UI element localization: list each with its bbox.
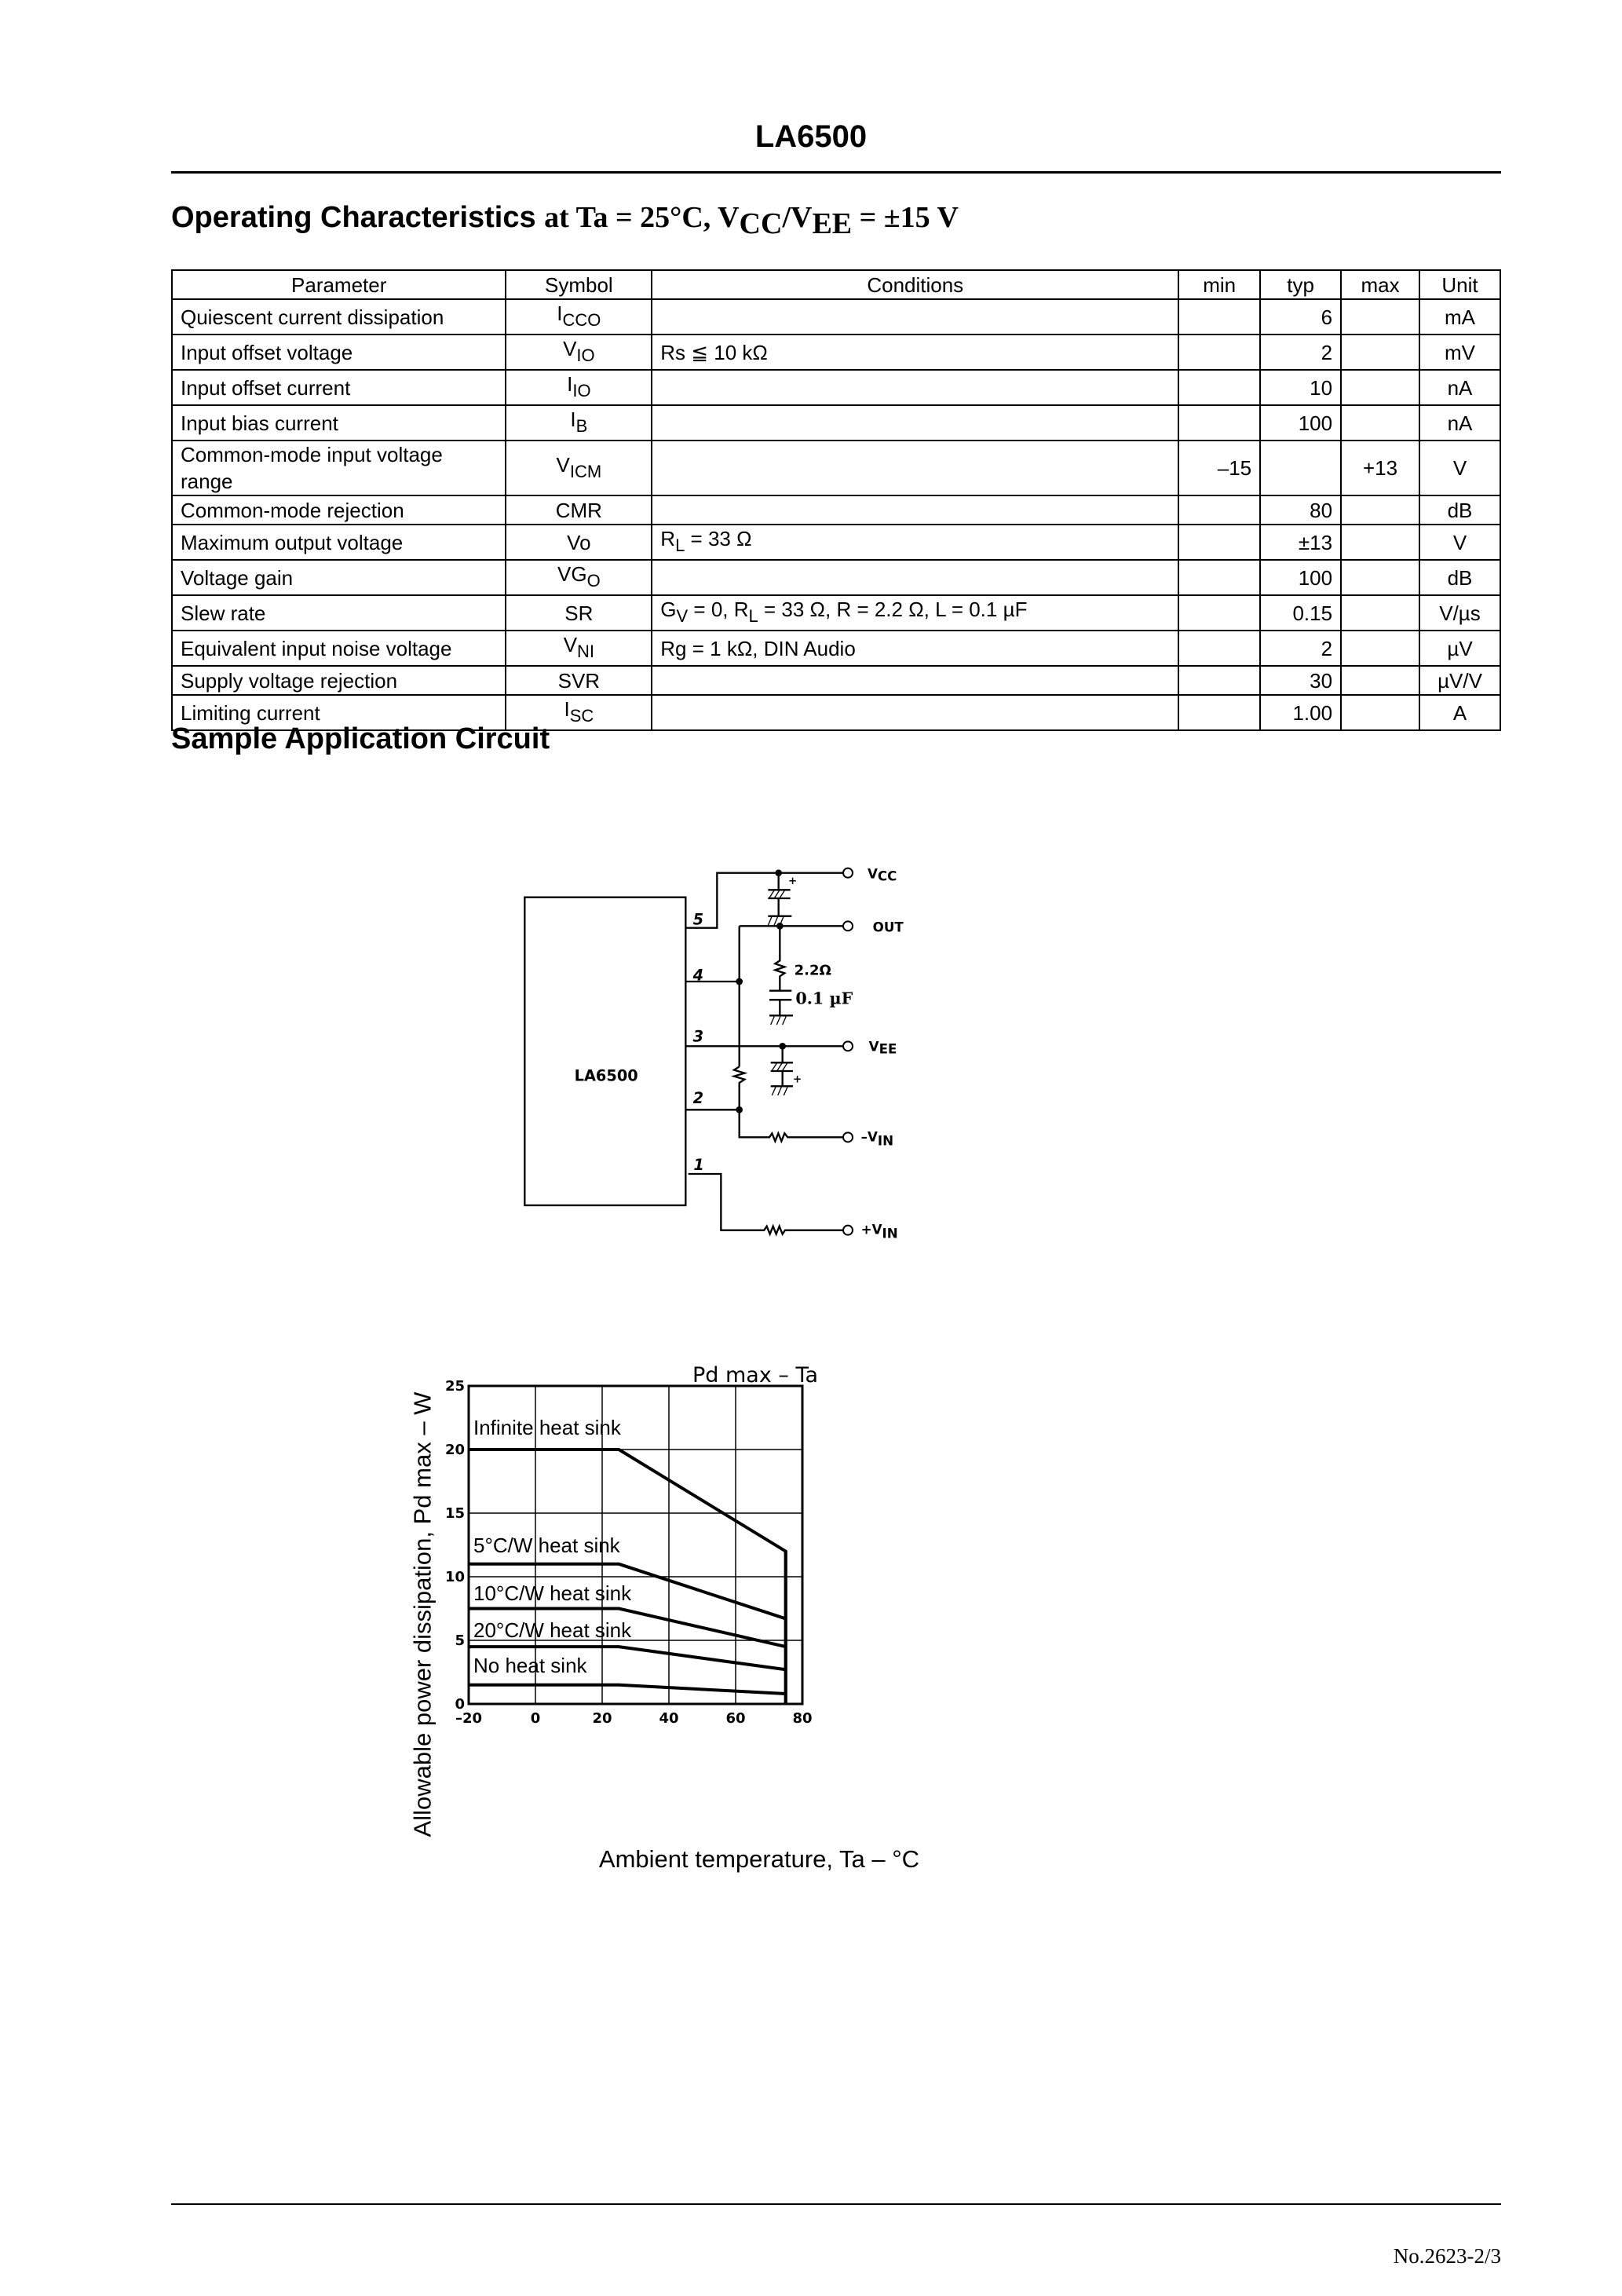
condition-text: = 0, R [688, 598, 749, 621]
column-header: Conditions [652, 270, 1178, 299]
table-header-row [172, 270, 1500, 299]
max-cell [1341, 666, 1419, 695]
min-cell [1178, 525, 1260, 560]
condition-text: = 33 Ω, R = 2.2 Ω, L = 0.1 µF [758, 598, 1028, 621]
symbol-subscript: NI [577, 642, 595, 661]
out-label: OUT [872, 919, 904, 935]
max-cell [1341, 525, 1419, 560]
symbol-cell [506, 525, 652, 560]
parameter-cell: Limiting current [172, 695, 506, 730]
conditions-cell [652, 370, 1178, 405]
symbol: I [557, 302, 563, 325]
pin-1: 1 [693, 1156, 704, 1174]
polarity-plus: + [793, 1073, 802, 1086]
symbol-subscript: SC [569, 706, 594, 726]
condition-text: L [675, 536, 685, 555]
max-cell [1341, 560, 1419, 595]
typ-cell: 100 [1260, 405, 1341, 441]
table-row [172, 405, 1500, 441]
x-axis-label: Ambient temperature, Ta – °C [598, 1845, 920, 1873]
column-header: Unit [1419, 270, 1500, 299]
max-cell [1341, 299, 1419, 335]
min-cell [1178, 299, 1260, 335]
min-cell [1178, 666, 1260, 695]
x-tick-label: –20 [455, 1710, 483, 1727]
parameter-cell: Supply voltage rejection [172, 666, 506, 695]
vee-sub: EE [812, 207, 853, 240]
parameter-cell: Common-mode input voltage range [172, 441, 506, 495]
parameter-cell: Input offset voltage [172, 335, 506, 370]
parameter-cell: Voltage gain [172, 560, 506, 595]
feedback-resistor [734, 1066, 744, 1110]
unit-cell: V/µs [1419, 595, 1500, 631]
symbol: I [564, 697, 570, 721]
table-row [172, 631, 1500, 666]
wire-pin5 [685, 873, 842, 928]
typ-cell: 2 [1260, 631, 1341, 666]
capacitor-value: 0.1 µF [795, 989, 853, 1008]
characteristics-table [171, 269, 1501, 731]
parameter-cell: Common-mode rejection [172, 495, 506, 525]
y-tick-label: 0 [455, 1696, 465, 1713]
symbol-cell [506, 441, 652, 495]
max-cell [1341, 495, 1419, 525]
symbol: V [556, 452, 570, 477]
min-cell [1178, 560, 1260, 595]
typ-cell: 100 [1260, 560, 1341, 595]
symbol-subscript: ICM [569, 461, 602, 481]
typ-cell: 0.15 [1260, 595, 1341, 631]
chart-title: Pd max – Ta [692, 1363, 819, 1387]
vcc-sub: CC [739, 207, 783, 240]
conditions-cell [652, 631, 1178, 666]
typ-cell: 1.00 [1260, 695, 1341, 730]
unit-cell: V [1419, 441, 1500, 495]
symbol-cell [506, 370, 652, 405]
conditions-cell [652, 299, 1178, 335]
symbol-cell [506, 560, 652, 595]
symbol-cell [506, 666, 652, 695]
min-cell [1178, 335, 1260, 370]
polarity-plus: + [788, 876, 798, 887]
min-cell [1178, 595, 1260, 631]
table-row [172, 666, 1500, 695]
symbol: V [563, 337, 577, 360]
parameter-cell: Quiescent current dissipation [172, 299, 506, 335]
pin-4: 4 [692, 966, 704, 985]
symbol: SVR [557, 668, 601, 693]
column-header: Symbol [506, 270, 652, 299]
conditions-cell [652, 525, 1178, 560]
symbol: SR [564, 601, 594, 625]
min-cell [1178, 495, 1260, 525]
section-title: Operating Characteristics [171, 201, 536, 234]
column-header: max [1341, 270, 1419, 299]
series-label: No heat sink [473, 1654, 587, 1677]
pin-5: 5 [692, 910, 704, 929]
parameter-cell: Input offset current [172, 370, 506, 405]
max-cell: +13 [1341, 441, 1419, 495]
footer-rule [171, 2203, 1501, 2205]
parameter-cell: Slew rate [172, 595, 506, 631]
series-label: 10°C/W heat sink [473, 1581, 632, 1605]
symbol: VG [557, 562, 587, 586]
min-cell [1178, 370, 1260, 405]
parameter-cell: Maximum output voltage [172, 525, 506, 560]
page-number: No.2623-2/3 [1393, 2244, 1501, 2268]
header-rule [171, 171, 1501, 174]
y-tick-label: 25 [444, 1378, 465, 1395]
condition-text: Rg = 1 kΩ, DIN Audio [660, 636, 856, 660]
unit-cell: V [1419, 525, 1500, 560]
symbol-cell [506, 495, 652, 525]
condition-text: L [748, 606, 758, 626]
application-circuit [510, 848, 981, 1303]
y-tick-label: 5 [455, 1632, 465, 1649]
column-header: min [1178, 270, 1260, 299]
conditions-cell [652, 666, 1178, 695]
pdmax-ta-chart [416, 1358, 1036, 1845]
document-title: LA6500 [754, 119, 868, 154]
symbol-subscript: B [575, 416, 588, 436]
unit-cell: A [1419, 695, 1500, 730]
table-row [172, 495, 1500, 525]
x-tick-label: 80 [792, 1710, 813, 1727]
typ-cell: 10 [1260, 370, 1341, 405]
symbol-subscript: O [586, 571, 601, 590]
conditions-cell [652, 405, 1178, 441]
unit-cell: mV [1419, 335, 1500, 370]
x-tick-label: 60 [725, 1710, 746, 1727]
table-row [172, 595, 1500, 631]
y-tick-label: 15 [444, 1505, 465, 1522]
table-row [172, 525, 1500, 560]
series-label: 20°C/W heat sink [473, 1618, 632, 1642]
y-axis-label: Allowable power dissipation, Pd max – W [408, 1391, 437, 1837]
parameter-cell: Input bias current [172, 405, 506, 441]
vin-minus-label: –VIN [860, 1129, 894, 1149]
unit-cell: nA [1419, 405, 1500, 441]
unit-cell: µV/V [1419, 666, 1500, 695]
max-cell [1341, 370, 1419, 405]
x-tick-label: 40 [659, 1710, 679, 1727]
table-row [172, 370, 1500, 405]
conditions-cell [652, 335, 1178, 370]
table-row [172, 441, 1500, 495]
typ-cell: ±13 [1260, 525, 1341, 560]
table-row [172, 335, 1500, 370]
symbol-cell [506, 299, 652, 335]
symbol: I [567, 372, 573, 396]
typ-cell: 6 [1260, 299, 1341, 335]
symbol: CMR [555, 498, 602, 522]
max-cell [1341, 595, 1419, 631]
symbol: V [563, 633, 578, 656]
condition-suffix: = ±15 V [852, 201, 959, 234]
snubber-resistor [775, 926, 784, 990]
vee-label: VEE [868, 1039, 897, 1057]
conditions-cell [652, 595, 1178, 631]
column-header: Parameter [172, 270, 506, 299]
condition-text: G [660, 598, 677, 621]
x-tick-label: 0 [530, 1710, 541, 1727]
symbol-cell [506, 405, 652, 441]
pin-2: 2 [692, 1089, 704, 1107]
symbol-subscript: CCO [562, 310, 601, 330]
conditions-cell [652, 695, 1178, 730]
symbol: I [570, 408, 576, 431]
column-header: typ [1260, 270, 1341, 299]
series-label: 5°C/W heat sink [473, 1534, 620, 1557]
max-cell [1341, 631, 1419, 666]
max-cell [1341, 335, 1419, 370]
y-tick-label: 20 [444, 1442, 465, 1458]
symbol-cell [506, 335, 652, 370]
series-line [469, 1685, 786, 1694]
resistor-value: 2.2Ω [794, 962, 831, 979]
conditions-cell [652, 441, 1178, 495]
unit-cell: mA [1419, 299, 1500, 335]
min-cell: –15 [1178, 441, 1260, 495]
operating-characteristics-heading [171, 200, 959, 241]
unit-cell: µV [1419, 631, 1500, 666]
condition-text: V [676, 606, 689, 626]
ic-label: LA6500 [574, 1066, 638, 1085]
y-tick-label: 10 [444, 1569, 465, 1585]
conditions-cell [652, 560, 1178, 595]
parameter-cell: Equivalent input noise voltage [172, 631, 506, 666]
unit-cell: dB [1419, 495, 1500, 525]
wire-vin-plus [689, 1174, 843, 1234]
condition-text: = 33 Ω [685, 527, 752, 550]
min-cell [1178, 405, 1260, 441]
table-row [172, 560, 1500, 595]
conditions-cell [652, 495, 1178, 525]
ic-package [524, 898, 685, 1205]
symbol: Vo [567, 530, 591, 554]
typ-cell: 80 [1260, 495, 1341, 525]
unit-cell: nA [1419, 370, 1500, 405]
x-tick-label: 20 [592, 1710, 612, 1727]
condition-text: Rs ≦ 10 kΩ [660, 340, 768, 364]
symbol-subscript: IO [576, 345, 595, 365]
terminals [843, 868, 853, 1235]
condition-text: R [660, 527, 676, 550]
max-cell [1341, 695, 1419, 730]
series-label: Infinite heat sink [473, 1416, 621, 1439]
symbol-subscript: IO [572, 381, 591, 400]
vcc-label: VCC [868, 866, 897, 884]
typ-cell [1260, 441, 1341, 495]
slash: /V [782, 201, 813, 234]
sample-application-heading: Sample Application Circuit [171, 722, 550, 755]
typ-cell: 30 [1260, 666, 1341, 695]
min-cell [1178, 695, 1260, 730]
max-cell [1341, 405, 1419, 441]
vin-plus-label: +VIN [860, 1222, 898, 1241]
pin-3: 3 [692, 1027, 704, 1046]
symbol-cell [506, 595, 652, 631]
wire-vin-minus [740, 1110, 843, 1141]
typ-cell: 2 [1260, 335, 1341, 370]
condition-prefix: at Ta = 25°C, V [544, 201, 740, 234]
symbol-cell [506, 631, 652, 666]
table-row [172, 299, 1500, 335]
unit-cell: dB [1419, 560, 1500, 595]
min-cell [1178, 631, 1260, 666]
